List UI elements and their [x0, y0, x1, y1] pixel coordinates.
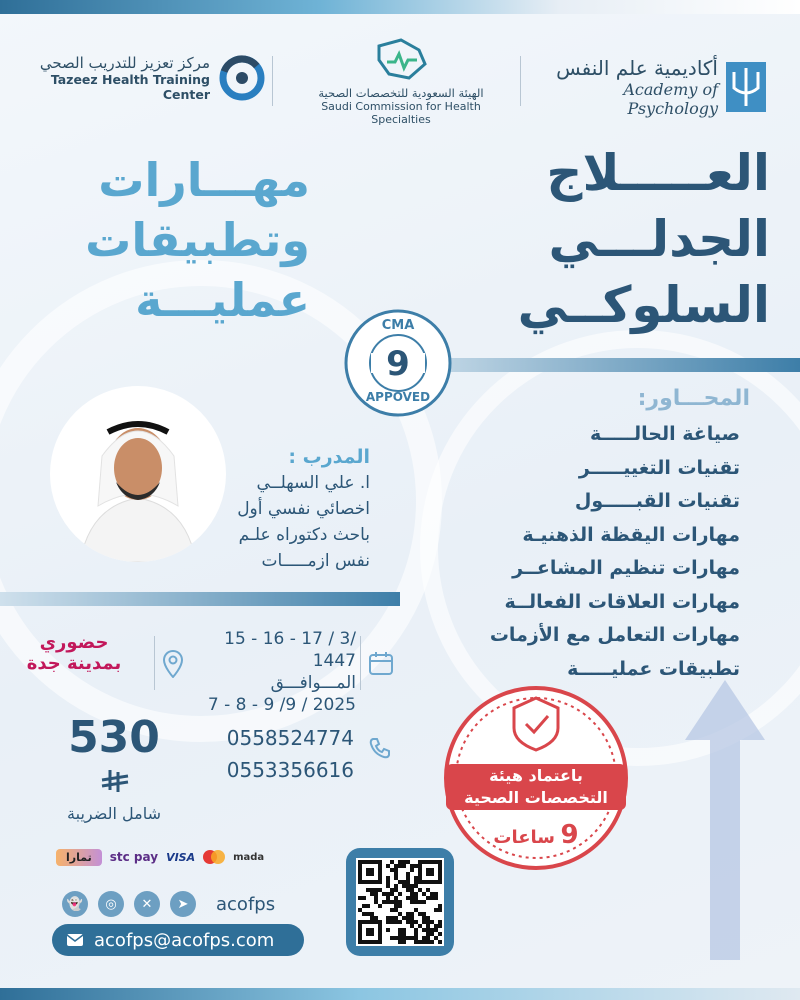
tazeez-circle-icon — [218, 54, 266, 102]
academy-name-ar: أكاديمية علم النفس — [556, 56, 718, 80]
academy-psi-icon — [726, 62, 766, 112]
axis-item: مهارات اليقظة الذهنيـة — [522, 523, 740, 546]
stamp-line-1: باعتماد هيئة — [489, 766, 583, 785]
visa-badge: VISA — [166, 850, 196, 864]
logo-separator — [272, 56, 273, 106]
cma-number: 9 — [386, 344, 410, 384]
title-line-3: السلوكــي — [517, 276, 770, 334]
mastercard-icon — [203, 850, 225, 864]
schedule-hijri: 15 - 16 - 17 / 3/ 1447 — [224, 629, 356, 671]
axis-item: تقنيات التغييـــــر — [578, 456, 740, 479]
info-separator-2 — [154, 636, 155, 690]
calendar-icon — [368, 650, 394, 680]
stamp-hours-number: 9 — [560, 820, 579, 850]
stcpay-badge: stc pay — [109, 850, 159, 864]
email-pill[interactable] — [52, 924, 304, 956]
x-icon[interactable]: ✕ — [134, 891, 160, 917]
cma-top-label: CMA — [381, 318, 415, 333]
subtitle-line-2: وتطبيقات — [85, 213, 310, 267]
social-row — [62, 891, 275, 917]
riyal-icon — [100, 768, 130, 800]
axis-item: مهارات العلاقات الفعالــة — [504, 590, 740, 613]
axes-list — [440, 418, 740, 686]
location-line-2: بمدينة جدة — [26, 653, 122, 674]
schedule-corresponds: المـــوافـــق — [270, 673, 356, 693]
location — [26, 632, 122, 674]
axis-item: تطبيقات عمليـــــة — [567, 657, 740, 680]
tazeez-name-ar: مركز تعزيز للتدريب الصحي — [39, 54, 210, 72]
subtitle — [40, 150, 310, 330]
snapchat-icon[interactable]: 👻 — [62, 891, 88, 917]
mada-badge: mada — [233, 851, 265, 863]
telegram-icon[interactable]: ➤ — [170, 891, 196, 917]
academy-logo — [536, 56, 766, 118]
instagram-icon[interactable]: ◎ — [98, 891, 124, 917]
trainer-line: نفس ازمـــــات — [261, 551, 370, 571]
bottom-accent-bar — [0, 988, 800, 1000]
trainer-line: ا. علي السهلــي — [256, 473, 370, 493]
email-address[interactable]: acofps@acofps.com — [94, 929, 275, 951]
social-handle[interactable]: acofps — [216, 893, 276, 915]
scfhs-map-icon — [371, 36, 431, 82]
scfhs-name-en: Saudi Commission for Health Specialties — [321, 100, 481, 126]
subtitle-line-1: مهـــارات — [98, 153, 310, 207]
trainer-label: المدرب : — [288, 446, 370, 468]
stamp-hours — [440, 820, 632, 850]
main-title — [430, 140, 770, 338]
axis-item: مهارات التعامل مع الأزمات — [489, 624, 740, 646]
mail-icon — [66, 933, 84, 947]
location-line-1: حضوري — [39, 632, 109, 653]
axis-item: مهارات تنظيم المشاعــر — [512, 557, 740, 579]
qr-code-icon — [356, 858, 444, 946]
price-note: شامل الضريبة — [67, 804, 161, 823]
tamara-badge: تمارا — [56, 849, 102, 866]
title-line-1: العـــــلاج — [546, 144, 770, 202]
scfhs-logo — [306, 36, 496, 126]
info-separator — [360, 636, 361, 690]
stamp-hours-label: ساعات — [493, 827, 555, 848]
subtitle-line-3: عمليـــة — [135, 273, 310, 327]
phone-1[interactable]: 0558524774 — [226, 726, 354, 750]
qr-code[interactable] — [346, 848, 454, 956]
scfhs-name-ar: الهيئة السعودية للتخصصات الصحية — [318, 86, 484, 100]
trainer-details — [200, 470, 370, 574]
stamp-line-2: التخصصات الصحية — [464, 788, 608, 807]
payment-methods — [56, 846, 286, 868]
axis-item: صياغة الحالـــــة — [590, 423, 740, 445]
divider-bar-left — [0, 592, 400, 606]
trainer-line: باحث دكتوراه علـم — [238, 525, 370, 545]
axes-title: المحـــاور: — [637, 386, 750, 411]
academy-name-en: Academy of Psychology — [623, 80, 718, 118]
decorative-arrow — [680, 680, 770, 964]
phone-numbers — [214, 722, 354, 786]
axis-item: تقنيات القبـــــول — [574, 490, 740, 512]
phone-2[interactable]: 0553356616 — [226, 758, 354, 782]
top-accent-bar — [0, 0, 800, 14]
tazeez-logo — [36, 54, 266, 102]
cma-bottom-label: APPOVED — [365, 390, 431, 404]
cma-badge — [343, 308, 453, 418]
schedule — [180, 628, 356, 716]
logo-separator-2 — [520, 56, 521, 106]
tazeez-name-en: Tazeez Health Training Center — [50, 72, 210, 102]
schedule-gregorian: 7 - 8 - 9 /9 / 2025 — [207, 695, 356, 715]
price-amount: 530 — [68, 712, 160, 763]
accreditation-stamp — [440, 682, 632, 874]
location-pin-icon — [162, 650, 184, 682]
trainer-line: اخصائي نفسي أول — [237, 499, 370, 519]
divider-bar-right — [400, 358, 800, 372]
title-line-2: الجدلـــي — [548, 210, 770, 268]
phone-icon — [368, 736, 392, 764]
